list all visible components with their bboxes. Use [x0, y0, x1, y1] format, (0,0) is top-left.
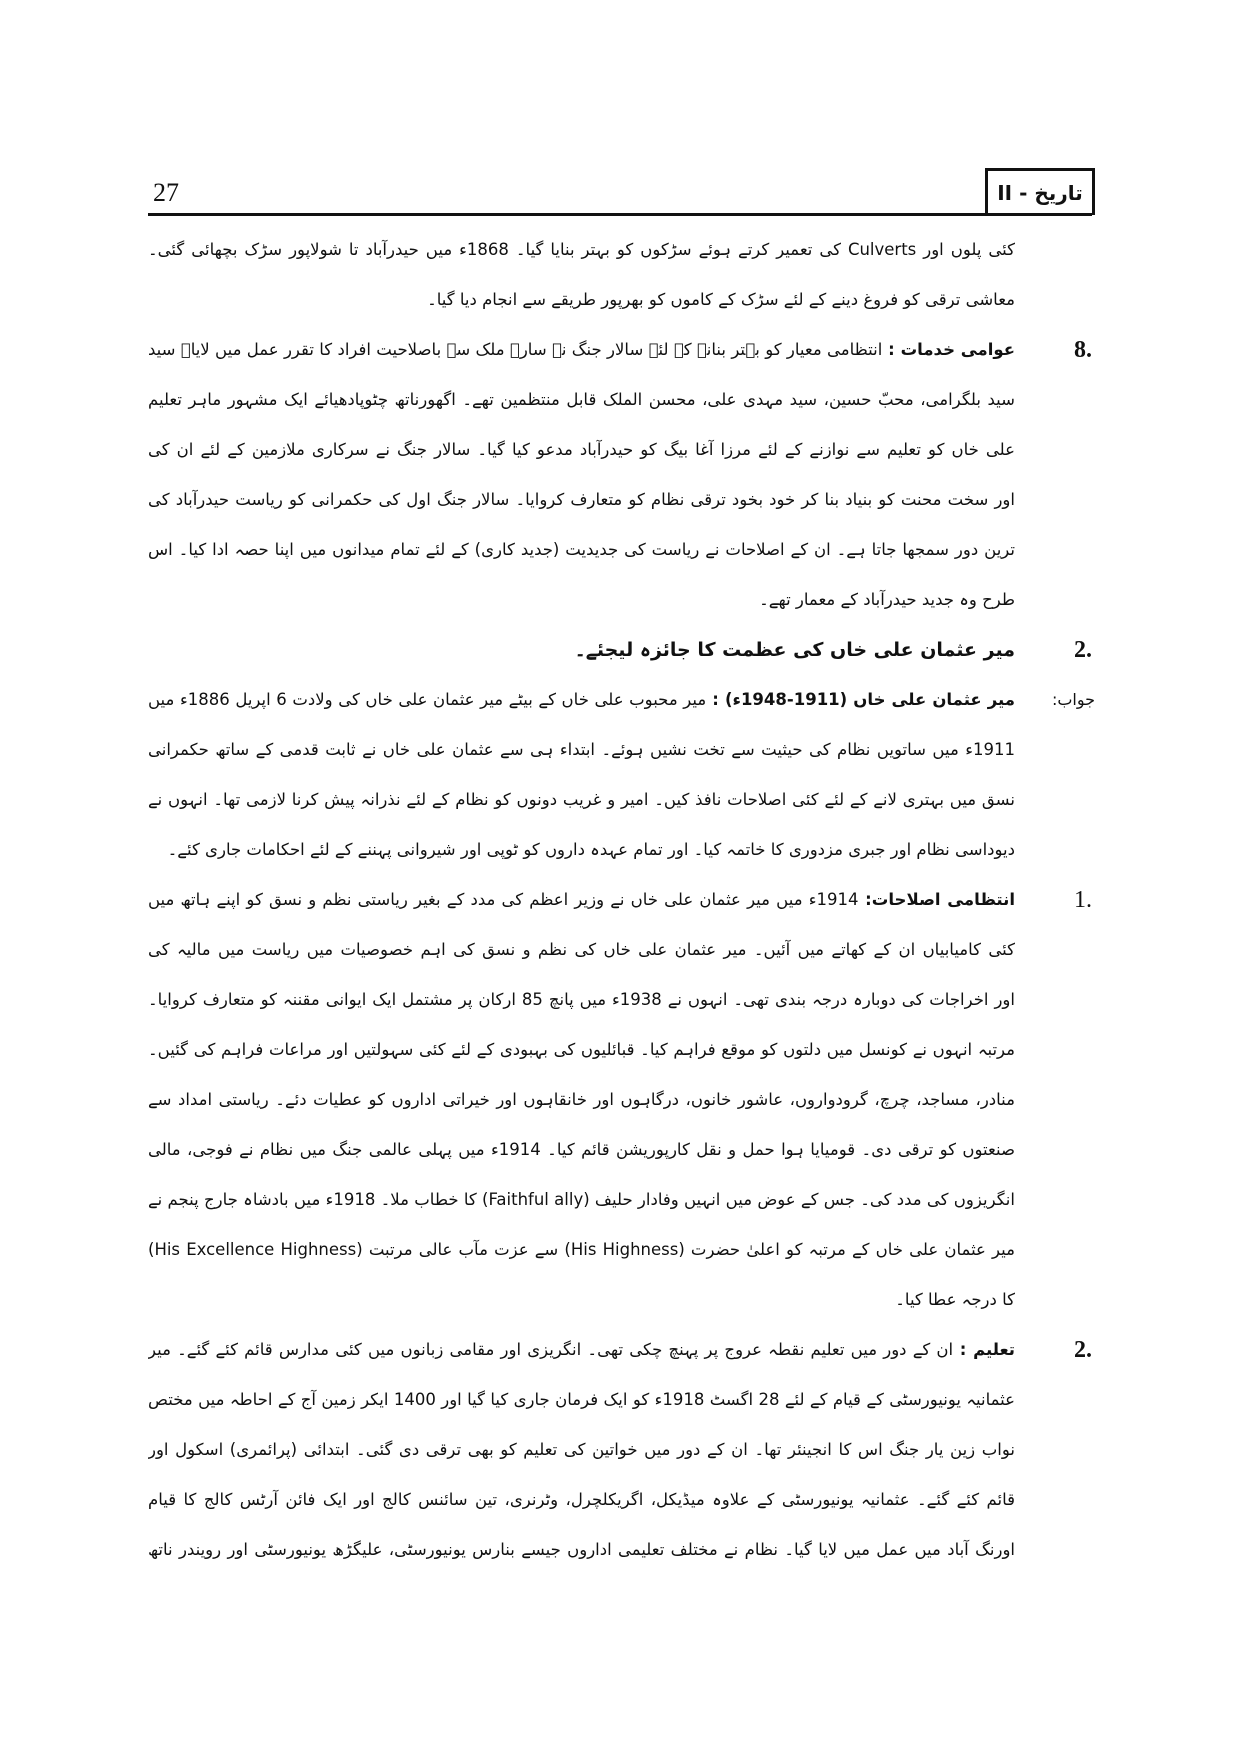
item-number: 2.	[1074, 1337, 1092, 1363]
text-line: 1911ء میں ساتویں نظام کی حیثیت سے تخت نشیں ہوئے۔ ابتداء ہی سے عثمان علی خاں نے ثابت قدمی کے ساتھ حکمرانی	[148, 740, 1015, 759]
text-line: صنعتوں کو ترقی دی۔ قومیایا ہوا حمل و نقل کارپوریشن قائم کیا۔ 1914ء میں پہلی عالمی جنگ میں نظام نے فوجی، مالی	[148, 1140, 1015, 1159]
text-line: اور سخت محنت کو بنیاد بنا کر خود بخود ترقی نظام کو متعارف کروایا۔ سالار جنگ اول کی حکمرانی کو ریاست حیدرآباد کی	[148, 490, 1015, 509]
text-line: اورنگ آباد میں عمل میں لایا گیا۔ نظام نے مختلف تعلیمی اداروں جیسے بنارس یونیورسٹی، علیگڑھ یونیورسٹی اور رویندر ناتھ	[148, 1540, 1015, 1559]
text-line	[148, 1325, 1015, 1375]
item-heading: تعلیم :	[953, 1340, 1015, 1359]
text-line	[148, 875, 1015, 925]
question-heading: میر عثمان علی خاں کی عظمت کا جائزہ لیجئے۔	[574, 639, 1015, 661]
answer-heading: میر عثمان علی خاں (1911-1948ء) :	[706, 690, 1015, 709]
item-number: 8.	[1074, 337, 1092, 363]
text-line: معاشی ترقی کو فروغ دینے کے لئے سڑک کے کاموں کو بھرپور طریقے سے انجام دیا گیا۔	[427, 290, 1015, 309]
answer-label: جواب:	[1051, 690, 1095, 709]
text-line: علی خاں کو تعلیم سے نوازنے کے لئے مرزا آغا بیگ کو حیدرآباد مدعو کیا گیا۔ سالار جنگ نے سرکاری ملازمین کے لئے ان کی	[148, 440, 1015, 459]
line-text: انتظامی معیار کو بہتر بنانے کے لئے سالار جنگ نے سارے ملک سے باصلاحیت افراد کا تقرر عمل میں لایا۔ سید	[148, 340, 883, 359]
text-line: ترین دور سمجھا جاتا ہے۔ ان کے اصلاحات نے ریاست کی جدیدیت (جدید کاری) کے لئے تمام میدانوں میں اپنا حصہ ادا کیا۔ اس	[148, 540, 1015, 559]
text-line: کا درجہ عطا کیا۔	[895, 1290, 1015, 1309]
item-number: 1.	[1074, 887, 1092, 913]
header-rule	[148, 213, 1092, 216]
line-text: میر محبوب علی خاں کے بیٹے میر عثمان علی خاں کی ولادت 6 اپریل 1886ء میں	[148, 690, 707, 709]
item-heading: انتظامی اصلاحات:	[858, 890, 1015, 909]
text-line	[148, 325, 1015, 375]
question-number: 2.	[1074, 637, 1092, 663]
line-text: 1914ء میں میر عثمان علی خاں نے وزیر اعظم کی مدد کے بغیر ریاستی نظم و نسق کو اپنے ہاتھ میں	[148, 890, 859, 909]
text-line: نواب زین یار جنگ اس کا انجینئر تھا۔ ان کے دور میں خواتین کی تعلیم کو بھی ترقی دی گئی۔ ابتدائی (پرائمری) اسکول اور	[148, 1440, 1015, 1459]
subject-title-box	[985, 168, 1095, 215]
text-line: عثمانیہ یونیورسٹی کے قیام کے لئے 28 اگسٹ 1918ء کو ایک فرمان جاری کیا گیا اور 1400 ایکر زمین آج کے احاطہ میں مختص	[148, 1390, 1015, 1409]
text-line: مرتبہ انہوں نے کونسل میں دلتوں کو موقع فراہم کیا۔ قبائلیوں کی بہبودی کے لئے کئی سہولتیں اور مراعات فراہم کی گئیں۔	[148, 1040, 1015, 1059]
page-number: 27	[153, 178, 179, 207]
text-line: میر عثمان علی خاں کے مرتبہ کو اعلیٰ حضرت (His Highness) سے عزت مآب عالی مرتبت (His Excellence Highness)	[148, 1240, 1015, 1259]
text-line: طرح وہ جدید حیدرآباد کے معمار تھے۔	[759, 590, 1015, 609]
subject-title: تاریخ - II	[997, 181, 1083, 205]
text-line: سید بلگرامی، محبّ حسین، سید مہدی علی، محسن الملک قابل منتظمین تھے۔ اگھورناتھ چٹوپادھیائے ایک مشہور ماہر تعلیم	[148, 390, 1015, 409]
text-line: کئی پلوں اور Culverts کی تعمیر کرتے ہوئے سڑکوں کو بہتر بنایا گیا۔ 1868ء میں حیدرآباد تا شولاپور سڑک بچھائی گئی۔	[148, 240, 1015, 259]
text-line: کئی کامیابیاں ان کے کھاتے میں آئیں۔ میر عثمان علی خاں کی نظم و نسق کی اہم خصوصیات میں ریاست میں مالیہ کی	[148, 940, 1015, 959]
text-line: اور اخراجات کی دوبارہ درجہ بندی تھی۔ انہوں نے 1938ء میں پانچ 85 ارکان پر مشتمل ایک ایوانی مقننہ کو متعارف کروایا۔	[148, 990, 1015, 1009]
text-line: قائم کئے گئے۔ عثمانیہ یونیورسٹی کے علاوہ میڈیکل، اگریکلچرل، وٹرنری، تین سائنس کالج اور ایک فائن آرٹس کالج کا قیام	[148, 1490, 1015, 1509]
text-line	[148, 675, 1015, 725]
text-line: دیوداسی نظام اور جبری مزدوری کا خاتمہ کیا۔ اور تمام عہدہ داروں کو ٹوپی اور شیروانی پہننے کے لئے احکامات جاری کئے۔	[167, 840, 1015, 859]
text-line: منادر، مساجد، چرچ، گرودواروں، عاشور خانوں، درگاہوں اور خانقاہوں اور خیراتی اداروں کو عطیات دئے۔ ریاستی امداد سے	[148, 1090, 1015, 1109]
item-heading: عوامی خدمات :	[882, 340, 1015, 359]
text-line: نسق میں بہتری لانے کے لئے کئی اصلاحات نافذ کیں۔ امیر و غریب دونوں کو نظام کے لئے نذرانہ پیش کرنا لازمی تھا۔ انہوں نے	[148, 790, 1015, 809]
line-text: ان کے دور میں تعلیم نقطہ عروج پر پہنچ چکی تھی۔ انگریزی اور مقامی زبانوں میں کئی مدارس قائم کئے گئے۔ میر	[148, 1340, 954, 1359]
text-line: انگریزوں کی مدد کی۔ جس کے عوض میں انہیں وفادار حلیف (Faithful ally) کا خطاب ملا۔ 1918ء میں بادشاہ جارج پنجم نے	[148, 1190, 1015, 1209]
